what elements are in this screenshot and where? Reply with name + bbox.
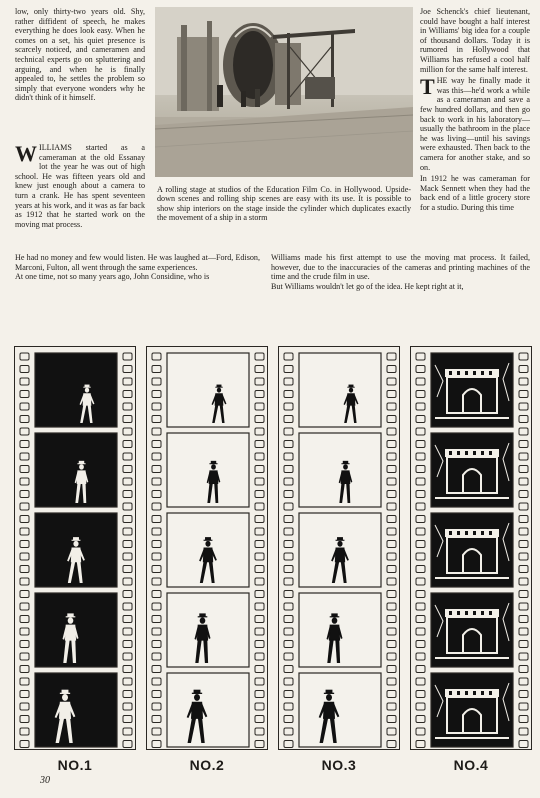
sprocket-hole <box>284 591 293 598</box>
sprocket-hole <box>255 366 264 373</box>
full-width-left <box>15 253 260 282</box>
sprocket-hole <box>255 628 264 635</box>
sprocket-hole <box>20 703 29 710</box>
column-left-intro: low, only thirty-two years old. Shy, rather diffident of speech, he makes everything he does look easy. When he comes on a set, his quiet presence is scarcely noticed, and cameramen and technical experts go on spluttering and arguing, and when he is finally appealed to, he settles the problem so simply that everyone wonders why he didn't think of it himself. <box>15 7 145 103</box>
sprocket-hole <box>255 566 264 573</box>
sprocket-hole <box>387 703 396 710</box>
sprocket-hole <box>123 728 132 735</box>
sprocket-hole <box>416 591 425 598</box>
sprocket-hole <box>255 541 264 548</box>
sprocket-hole <box>416 703 425 710</box>
sprocket-hole <box>387 741 396 748</box>
sprocket-hole <box>387 678 396 685</box>
sprocket-hole <box>416 516 425 523</box>
sprocket-hole <box>123 466 132 473</box>
sprocket-hole <box>416 616 425 623</box>
sprocket-hole <box>519 616 528 623</box>
sprocket-hole <box>519 541 528 548</box>
sprocket-hole <box>123 441 132 448</box>
sprocket-hole <box>387 416 396 423</box>
sprocket-hole <box>284 378 293 385</box>
sprocket-hole <box>152 353 161 360</box>
film-frame <box>299 433 381 507</box>
sprocket-hole <box>387 391 396 398</box>
sprocket-hole <box>416 353 425 360</box>
sprocket-hole <box>387 441 396 448</box>
sprocket-hole <box>152 603 161 610</box>
film-frame <box>299 673 381 747</box>
sprocket-hole <box>416 391 425 398</box>
sprocket-hole <box>284 416 293 423</box>
sprocket-hole <box>416 366 425 373</box>
sprocket-hole <box>123 378 132 385</box>
sprocket-hole <box>123 653 132 660</box>
sprocket-hole <box>123 366 132 373</box>
sprocket-hole <box>519 403 528 410</box>
sprocket-hole <box>20 678 29 685</box>
sprocket-hole <box>20 491 29 498</box>
sprocket-hole <box>519 591 528 598</box>
full-width-right <box>271 253 530 291</box>
sprocket-hole <box>416 603 425 610</box>
film-frame <box>167 353 249 427</box>
sprocket-hole <box>20 366 29 373</box>
sprocket-hole <box>255 378 264 385</box>
film-label-4: NO.4 <box>453 757 489 773</box>
sprocket-hole <box>20 416 29 423</box>
film-strip-1-art <box>15 347 137 751</box>
sprocket-hole <box>255 491 264 498</box>
sprocket-hole <box>123 353 132 360</box>
sprocket-hole <box>255 353 264 360</box>
text-column-left <box>15 7 145 231</box>
sprocket-hole <box>387 516 396 523</box>
full-width-left-p1: He had no money and few would listen. He was laughed at—Ford, Edison, Marconi, Fulton, all went through the same experiences. <box>15 253 260 272</box>
sprocket-hole <box>255 603 264 610</box>
sprocket-hole <box>152 403 161 410</box>
sprocket-hole <box>284 516 293 523</box>
sprocket-hole <box>123 703 132 710</box>
film-strip-2-art <box>147 347 269 751</box>
sprocket-hole <box>123 391 132 398</box>
sprocket-hole <box>387 366 396 373</box>
sprocket-hole <box>519 603 528 610</box>
sprocket-hole <box>255 478 264 485</box>
sprocket-hole <box>519 653 528 660</box>
sprocket-hole <box>519 416 528 423</box>
sprocket-hole <box>152 391 161 398</box>
sprocket-hole <box>284 728 293 735</box>
sprocket-hole <box>123 566 132 573</box>
sprocket-hole <box>123 666 132 673</box>
sprocket-hole <box>152 703 161 710</box>
sprocket-hole <box>284 641 293 648</box>
sprocket-hole <box>416 553 425 560</box>
sprocket-hole <box>152 428 161 435</box>
sprocket-hole <box>123 578 132 585</box>
sprocket-hole <box>416 678 425 685</box>
sprocket-hole <box>519 453 528 460</box>
sprocket-hole <box>284 703 293 710</box>
sprocket-hole <box>20 453 29 460</box>
sprocket-hole <box>387 653 396 660</box>
sprocket-hole <box>123 591 132 598</box>
sprocket-hole <box>519 428 528 435</box>
sprocket-hole <box>255 466 264 473</box>
sprocket-hole <box>519 703 528 710</box>
sprocket-hole <box>416 578 425 585</box>
sprocket-hole <box>152 566 161 573</box>
sprocket-hole <box>152 466 161 473</box>
sprocket-hole <box>152 491 161 498</box>
sprocket-hole <box>416 716 425 723</box>
sprocket-hole <box>284 566 293 573</box>
sprocket-hole <box>255 528 264 535</box>
sprocket-hole <box>20 628 29 635</box>
sprocket-hole <box>416 453 425 460</box>
sprocket-hole <box>255 403 264 410</box>
sprocket-hole <box>519 441 528 448</box>
sprocket-hole <box>20 353 29 360</box>
sprocket-hole <box>387 491 396 498</box>
sprocket-hole <box>255 503 264 510</box>
sprocket-hole <box>387 503 396 510</box>
sprocket-hole <box>387 403 396 410</box>
sprocket-hole <box>20 466 29 473</box>
film-strip-1 <box>14 346 136 750</box>
sprocket-hole <box>284 578 293 585</box>
film-strips <box>14 346 530 750</box>
sprocket-hole <box>284 678 293 685</box>
film-frame <box>35 673 117 747</box>
sprocket-hole <box>284 503 293 510</box>
sprocket-hole <box>20 428 29 435</box>
sprocket-hole <box>152 691 161 698</box>
sprocket-hole <box>152 553 161 560</box>
sprocket-hole <box>152 416 161 423</box>
sprocket-hole <box>152 366 161 373</box>
sprocket-hole <box>284 441 293 448</box>
sprocket-hole <box>152 478 161 485</box>
sprocket-hole <box>123 428 132 435</box>
sprocket-hole <box>284 628 293 635</box>
full-width-right-p2: But Williams wouldn't let go of the idea. He kept right at it, <box>271 281 464 291</box>
column-left-paragraph: WILLIAMS started as a cameraman at the old Essanay lot the year he was out of high school. He was fifteen years old and knew just enough about a camera to turn a crank. He has spent seventeen years at his work, and it was as far back as 1912 that he started work on the moving mat process. <box>15 141 145 229</box>
sprocket-hole <box>519 516 528 523</box>
film-strip-4-art <box>411 347 533 751</box>
sprocket-hole <box>123 741 132 748</box>
sprocket-hole <box>519 366 528 373</box>
sprocket-hole <box>20 503 29 510</box>
sprocket-hole <box>519 678 528 685</box>
sprocket-hole <box>519 478 528 485</box>
sprocket-hole <box>152 628 161 635</box>
sprocket-hole <box>387 528 396 535</box>
sprocket-hole <box>152 503 161 510</box>
sprocket-hole <box>20 578 29 585</box>
sprocket-hole <box>152 666 161 673</box>
sprocket-hole <box>20 691 29 698</box>
sprocket-hole <box>519 491 528 498</box>
sprocket-hole <box>20 391 29 398</box>
sprocket-hole <box>255 391 264 398</box>
sprocket-hole <box>152 741 161 748</box>
film-label-1: NO.1 <box>57 757 93 773</box>
sprocket-hole <box>387 428 396 435</box>
full-width-right-p1: Williams made his first attempt to use the moving mat process. It failed, however, due to the inaccuracies of the cameras and printing machines of the time and the crude film in use. <box>271 253 530 282</box>
sprocket-hole <box>284 691 293 698</box>
sprocket-hole <box>20 616 29 623</box>
column-right-intro: Joe Schenck's chief lieutenant, could have bought a half interest in Williams' big idea for a couple of thousand dollars. Today it is rumored in Hollywood that Williams has refused a cool half million for the same half interest. <box>420 7 530 74</box>
sprocket-hole <box>416 441 425 448</box>
sprocket-hole <box>416 641 425 648</box>
sprocket-hole <box>255 416 264 423</box>
sprocket-hole <box>152 678 161 685</box>
sprocket-hole <box>20 603 29 610</box>
sprocket-hole <box>123 503 132 510</box>
sprocket-hole <box>519 566 528 573</box>
sprocket-hole <box>284 391 293 398</box>
sprocket-hole <box>416 491 425 498</box>
sprocket-hole <box>123 603 132 610</box>
sprocket-hole <box>20 641 29 648</box>
sprocket-hole <box>123 716 132 723</box>
film-frame <box>167 673 249 747</box>
sprocket-hole <box>416 728 425 735</box>
sprocket-hole <box>284 653 293 660</box>
sprocket-hole <box>387 478 396 485</box>
sprocket-hole <box>284 428 293 435</box>
sprocket-hole <box>20 403 29 410</box>
sprocket-hole <box>152 516 161 523</box>
film-frame <box>167 433 249 507</box>
sprocket-hole <box>387 553 396 560</box>
full-width-left-p2: At one time, not so many years ago, John Considine, who is <box>15 272 210 282</box>
sprocket-hole <box>20 716 29 723</box>
sprocket-hole <box>416 503 425 510</box>
sprocket-hole <box>20 441 29 448</box>
sprocket-hole <box>20 591 29 598</box>
sprocket-hole <box>123 691 132 698</box>
sprocket-hole <box>387 603 396 610</box>
sprocket-hole <box>284 466 293 473</box>
sprocket-hole <box>416 466 425 473</box>
sprocket-hole <box>152 541 161 548</box>
sprocket-hole <box>416 428 425 435</box>
sprocket-hole <box>255 666 264 673</box>
sprocket-hole <box>387 453 396 460</box>
sprocket-hole <box>123 478 132 485</box>
sprocket-hole <box>416 403 425 410</box>
sprocket-hole <box>123 416 132 423</box>
sprocket-hole <box>20 566 29 573</box>
sprocket-hole <box>284 603 293 610</box>
sprocket-hole <box>20 478 29 485</box>
sprocket-hole <box>387 691 396 698</box>
sprocket-hole <box>255 591 264 598</box>
sprocket-hole <box>284 478 293 485</box>
sprocket-hole <box>416 528 425 535</box>
sprocket-hole <box>387 616 396 623</box>
sprocket-hole <box>519 641 528 648</box>
sprocket-hole <box>255 453 264 460</box>
sprocket-hole <box>255 516 264 523</box>
drop-cap-t: T <box>420 74 435 100</box>
sprocket-hole <box>416 478 425 485</box>
sprocket-hole <box>284 528 293 535</box>
page-number: 30 <box>40 775 50 786</box>
sprocket-hole <box>123 403 132 410</box>
film-frame <box>35 433 117 507</box>
sprocket-hole <box>416 653 425 660</box>
sprocket-hole <box>387 666 396 673</box>
sprocket-hole <box>519 728 528 735</box>
sprocket-hole <box>123 516 132 523</box>
sprocket-hole <box>20 516 29 523</box>
sprocket-hole <box>416 566 425 573</box>
sprocket-hole <box>123 491 132 498</box>
sprocket-hole <box>152 641 161 648</box>
sprocket-hole <box>255 441 264 448</box>
sprocket-hole <box>152 616 161 623</box>
sprocket-hole <box>255 578 264 585</box>
sprocket-hole <box>387 541 396 548</box>
sprocket-hole <box>284 366 293 373</box>
sprocket-hole <box>284 453 293 460</box>
sprocket-hole <box>152 716 161 723</box>
sprocket-hole <box>519 691 528 698</box>
sprocket-hole <box>123 616 132 623</box>
sprocket-hole <box>20 378 29 385</box>
sprocket-hole <box>255 653 264 660</box>
sprocket-hole <box>20 528 29 535</box>
sprocket-hole <box>519 391 528 398</box>
sprocket-hole <box>123 553 132 560</box>
film-strip-2 <box>146 346 268 750</box>
sprocket-hole <box>416 541 425 548</box>
sprocket-hole <box>519 528 528 535</box>
sprocket-hole <box>123 528 132 535</box>
sprocket-hole <box>387 728 396 735</box>
film-frame <box>35 353 117 427</box>
sprocket-hole <box>152 578 161 585</box>
sprocket-hole <box>255 703 264 710</box>
sprocket-hole <box>255 728 264 735</box>
column-right-paragraph-2: In 1912 he was cameraman for Mack Sennett when they had the back end of a little grocery store for a studio. During this time <box>420 174 530 212</box>
rolling-stage-photo-illustration <box>155 7 413 177</box>
sprocket-hole <box>20 728 29 735</box>
sprocket-hole <box>123 628 132 635</box>
sprocket-hole <box>519 466 528 473</box>
sprocket-hole <box>416 666 425 673</box>
sprocket-hole <box>519 553 528 560</box>
sprocket-hole <box>284 666 293 673</box>
sprocket-hole <box>416 378 425 385</box>
sprocket-hole <box>387 591 396 598</box>
drop-cap-w: W <box>15 141 37 166</box>
sprocket-hole <box>123 678 132 685</box>
sprocket-hole <box>519 578 528 585</box>
sprocket-hole <box>284 541 293 548</box>
sprocket-hole <box>284 491 293 498</box>
sprocket-hole <box>255 616 264 623</box>
sprocket-hole <box>20 541 29 548</box>
sprocket-hole <box>20 666 29 673</box>
sprocket-hole <box>519 716 528 723</box>
sprocket-hole <box>255 428 264 435</box>
sprocket-hole <box>152 441 161 448</box>
sprocket-hole <box>255 741 264 748</box>
sprocket-hole <box>284 741 293 748</box>
sprocket-hole <box>416 416 425 423</box>
rolling-stage-photo <box>155 7 413 177</box>
sprocket-hole <box>123 453 132 460</box>
sprocket-hole <box>255 553 264 560</box>
sprocket-hole <box>416 628 425 635</box>
film-label-3: NO.3 <box>321 757 357 773</box>
film-frame <box>299 353 381 427</box>
sprocket-hole <box>152 728 161 735</box>
sprocket-hole <box>519 741 528 748</box>
sprocket-hole <box>284 616 293 623</box>
film-strip-3 <box>278 346 400 750</box>
sprocket-hole <box>255 716 264 723</box>
sprocket-hole <box>284 403 293 410</box>
sprocket-hole <box>416 691 425 698</box>
sprocket-hole <box>416 741 425 748</box>
sprocket-hole <box>387 578 396 585</box>
sprocket-hole <box>284 553 293 560</box>
sprocket-hole <box>20 741 29 748</box>
sprocket-hole <box>284 353 293 360</box>
column-right-paragraph: THE way he finally made it was this—he'd work a while as a cameraman and save a few hundred dollars, and then go back to work in his laboratory—usually the bathroom in the place he was living—until his savings were exhausted. Then back to the camera for another stake, and so on. <box>420 74 530 172</box>
sprocket-hole <box>387 566 396 573</box>
sprocket-hole <box>123 641 132 648</box>
photo-caption: A rolling stage at studios of the Education Film Co. in Hollywood. Upside-down scenes and rolling ship scenes are easy with its use. It is possible to show ship interiors on the stage inside the cylinder which duplicates exactly the movement of a ship in a storm <box>157 185 411 223</box>
sprocket-hole <box>387 378 396 385</box>
sprocket-hole <box>152 453 161 460</box>
sprocket-hole <box>255 678 264 685</box>
sprocket-hole <box>519 503 528 510</box>
sprocket-hole <box>519 666 528 673</box>
sprocket-hole <box>387 466 396 473</box>
sprocket-hole <box>152 378 161 385</box>
sprocket-hole <box>20 553 29 560</box>
sprocket-hole <box>123 541 132 548</box>
film-strip-3-art <box>279 347 401 751</box>
sprocket-hole <box>519 353 528 360</box>
sprocket-hole <box>387 716 396 723</box>
sprocket-hole <box>387 641 396 648</box>
sprocket-hole <box>255 691 264 698</box>
sprocket-hole <box>387 353 396 360</box>
sprocket-hole <box>387 628 396 635</box>
sprocket-hole <box>20 653 29 660</box>
sprocket-hole <box>284 716 293 723</box>
sprocket-hole <box>519 378 528 385</box>
text-column-right <box>420 7 530 214</box>
sprocket-hole <box>152 591 161 598</box>
film-strip-4 <box>410 346 532 750</box>
sprocket-hole <box>152 653 161 660</box>
film-label-2: NO.2 <box>189 757 225 773</box>
sprocket-hole <box>255 641 264 648</box>
sprocket-hole <box>152 528 161 535</box>
sprocket-hole <box>519 628 528 635</box>
